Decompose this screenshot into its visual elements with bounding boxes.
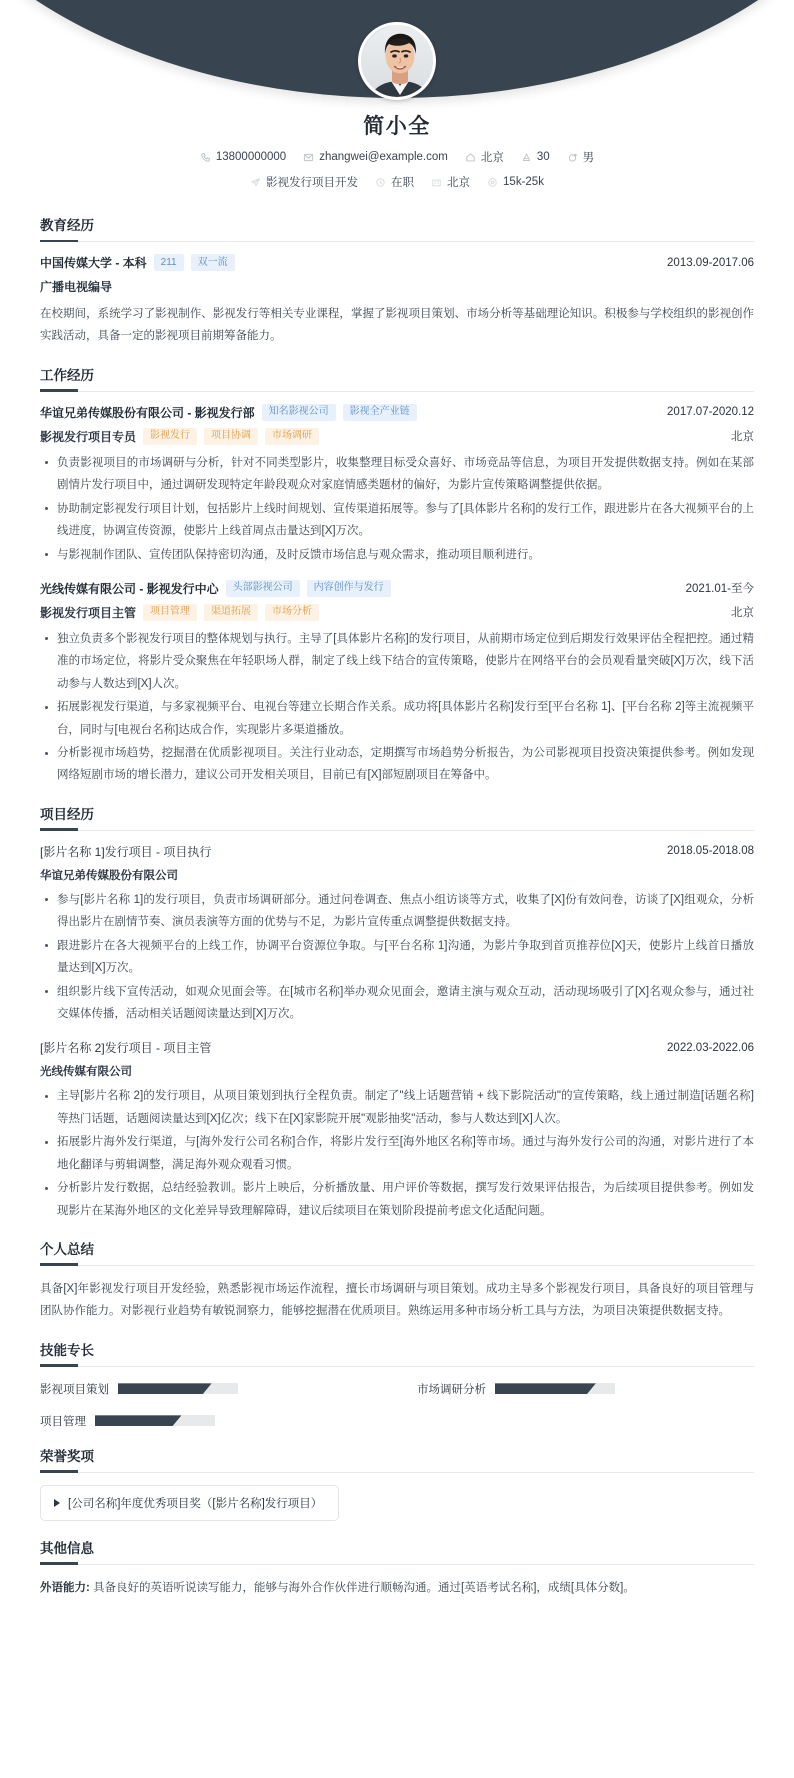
work-position-group [40,428,319,445]
work-bullet-list [40,628,754,787]
work-location: 北京 [731,431,754,444]
work-position-tag: 项目管理 [143,604,197,621]
education-school: 中国传媒大学 - 本科 [40,256,147,270]
job-target [250,174,358,190]
job-city-text: 北京 [447,177,471,189]
skill-name: 影视项目策划 [40,1383,109,1396]
skill-item [40,1381,377,1397]
section-education [40,214,754,348]
other-text: 具备良好的英语听说读写能力，能够与海外合作伙伴进行顺畅沟通。通过[英语考试名称]，成绩[具体分数]。 [93,1581,635,1594]
other-label: 外语能力: [40,1581,90,1594]
skill-item [417,1381,754,1397]
work-company-tag: 影视全产业链 [343,404,417,421]
section-summary [40,1238,754,1323]
section-title-other: 其他信息 [40,1537,754,1565]
section-work [40,364,754,787]
contact-age-text: 30 [536,151,550,163]
work-date: 2017.07-2020.12 [667,406,754,419]
work-bullet: 拓展影视发行渠道，与多家视频平台、电视台等建立长期合作关系。成功将[具体影片名称]发行至[平台名称 1]、[平台名称 2]等主流视频平台，同时与[电视台名称]达成合作，实现影片多渠道播放。 [40,696,754,741]
contact-row-primary [0,149,794,165]
project-name: [影片名称 1]发行项目 - 项目执行 [40,844,212,859]
section-projects [40,803,754,1222]
skill-progress-fill [495,1383,596,1394]
contact-age [521,151,550,163]
education-description: 在校期间，系统学习了影视制作、影视发行等相关专业课程，掌握了影视项目策划、市场分析等基础理论知识。积极参与学校组织的影视创作实践活动，具备一定的影视项目前期筹备能力。 [40,308,754,343]
education-tag: 211 [154,254,184,271]
work-company-group [40,580,391,597]
project-bullet: 参与[影片名称 1]的发行项目，负责市场调研部分。通过问卷调查、焦点小组访谈等方式，收集了[X]份有效问卷，访谈了[X]组观众，分析得出影片在剧情节奏、演员表演等方面的优势与不足，为影片宣传重点调整提供数据支持。 [40,889,754,934]
salary-icon [487,177,498,188]
city-icon [431,177,442,188]
work-entry [40,580,754,787]
contact-hometown [465,149,504,165]
award-item[interactable] [40,1485,339,1521]
skill-name: 市场调研分析 [417,1383,486,1396]
work-company: 光线传媒有限公司 - 影视发行中心 [40,581,219,596]
work-bullet: 协助制定影视发行项目计划，包括影片上线时间规划、宣传渠道拓展等。参与了[具体影片名称]的发行工作，跟进影片在各大视频平台的上线进度，协调宣传资源，使影片上线首周点击量达到[X]万次。 [40,498,754,543]
section-title-summary: 个人总结 [40,1238,754,1266]
salary-expectation [487,176,544,188]
work-company-line [40,580,754,597]
work-position-line [40,604,754,621]
work-entry [40,404,754,566]
project-date: 2018.05-2018.08 [667,845,754,858]
project-entry [40,843,754,1026]
skill-progress-track [95,1415,215,1426]
contact-row-secondary [0,174,794,190]
play-triangle-icon [54,1499,60,1507]
summary-text: 具备[X]年影视发行项目开发经验，熟悉影视市场运作流程，擅长市场调研与项目策划。成功主导多个影视发行项目，具备良好的项目管理与团队协作能力。对影视行业趋势有敏锐洞察力，能够挖掘潜在优质项目。熟练运用多种市场分析工具与方法，为项目决策提供数据支持。 [40,1282,754,1318]
contact-hometown-text: 北京 [480,152,504,164]
target-icon [250,177,261,188]
skill-progress-fill [118,1383,212,1394]
section-other [40,1537,754,1599]
work-position-tag: 市场调研 [265,428,319,445]
education-tag: 双一流 [191,254,235,271]
avatar [358,22,436,100]
project-bullet-list [40,889,754,1026]
contact-phone [200,151,286,163]
work-position-tag: 影视发行 [143,428,197,445]
skill-progress-track [118,1383,238,1394]
section-awards [40,1445,754,1521]
contact-phone-text: 13800000000 [215,151,287,163]
work-bullet: 负责影视项目的市场调研与分析，针对不同类型影片，收集整理目标受众喜好、市场竞品等信息，为项目开发提供数据支持。例如在某部剧情片发行项目中，通过调研发现特定年龄段观众对家庭情感类题材的偏好，为影片宣传策略调整提供依据。 [40,452,754,497]
award-text: [公司名称]年度优秀项目奖（[影片名称]发行项目） [68,1497,323,1510]
project-company: 华谊兄弟传媒股份有限公司 [40,869,178,882]
work-date: 2021.01-至今 [685,583,754,596]
resume-header [0,0,794,196]
work-position-tag: 渠道拓展 [204,604,258,621]
work-company-tag: 头部影视公司 [226,580,300,597]
project-name: [影片名称 2]发行项目 - 项目主管 [40,1041,212,1056]
avatar-photo [361,25,433,97]
work-position: 影视发行项目专员 [40,429,137,444]
work-position-tag: 市场分析 [265,604,319,621]
skill-progress-fill [95,1415,181,1426]
job-target-text: 影视发行项目开发 [266,177,359,189]
project-bullet: 分析影片发行数据，总结经验教训。影片上映后，分析播放量、用户评价等数据，撰写发行效果评估报告，为后续项目提供参考。例如发现影片在某海外地区的文化差异导致理解障碍，建议后续项目在策划阶段提前考虑文化适配问题。 [40,1177,754,1222]
work-company-line [40,404,754,421]
work-location: 北京 [731,607,754,620]
work-position-line [40,428,754,445]
education-major: 广播电视编导 [40,280,113,294]
education-header-line [40,254,754,271]
work-bullet-list [40,452,754,566]
mail-icon [303,152,314,163]
section-skills [40,1339,754,1429]
contact-email-text: zhangwei@example.com [319,151,448,163]
section-title-awards: 荣誉奖项 [40,1445,754,1473]
work-position: 影视发行项目主管 [40,605,137,620]
home-icon [465,152,476,163]
contact-email [303,151,448,163]
project-bullet: 主导[影片名称 2]的发行项目，从项目策划到执行全程负责。制定了"线上话题营销 + 线下影院活动"的宣传策略，线上通过制造[话题名称]等热门话题，话题阅读量达到[X]亿次；线下在[X]家影院开展"观影抽奖"活动，参与人数达到[X]人次。 [40,1085,754,1130]
project-date: 2022.03-2022.06 [667,1041,754,1054]
phone-icon [200,152,211,163]
project-entry [40,1039,754,1222]
job-status-text: 在职 [391,177,415,189]
contact-gender-text: 男 [582,152,595,164]
education-school-group [40,254,235,271]
project-header-line [40,1039,754,1056]
skill-name: 项目管理 [40,1415,86,1428]
project-bullet: 组织影片线下宣传活动，如观众见面会等。在[城市名称]举办观众见面会，邀请主演与观众互动，活动现场吸引了[X]名观众参与，通过社交媒体传播，活动相关话题阅读量达到[X]万次。 [40,981,754,1026]
work-company: 华谊兄弟传媒股份有限公司 - 影视发行部 [40,405,255,420]
work-bullet: 与影视制作团队、宣传团队保持密切沟通，及时反馈市场信息与观众需求，推动项目顺利进行。 [40,544,754,566]
work-company-tag: 知名影视公司 [262,404,336,421]
work-position-tag: 项目协调 [204,428,258,445]
job-city [431,174,470,190]
section-title-work: 工作经历 [40,364,754,392]
project-header-line [40,843,754,860]
status-icon [375,177,386,188]
section-title-skills: 技能专长 [40,1339,754,1367]
work-company-group [40,404,417,421]
contact-gender [567,149,595,165]
gender-icon [567,152,578,163]
resume-body [0,196,794,1623]
salary-text: 15k-25k [503,176,544,188]
education-entry [40,254,754,348]
section-title-projects: 项目经历 [40,803,754,831]
work-bullet: 独立负责多个影视发行项目的整体规划与执行。主导了[具体影片名称]的发行项目，从前期市场定位到后期发行效果评估全程把控。通过精准的市场定位，将影片受众聚焦在年轻职场人群，制定了线上线下结合的宣传策略，使影片在网络平台的会员观看量突破[X]万次，线下活动参与人数达到[X]人次。 [40,628,754,695]
other-item [40,1577,754,1599]
page-title: 简小全 [363,115,431,138]
skill-list [40,1379,754,1429]
education-date: 2013.09-2017.06 [667,256,754,269]
age-icon [521,152,532,163]
job-status [375,174,414,190]
work-position-group [40,604,319,621]
work-bullet: 分析影视市场趋势，挖掘潜在优质影视项目。关注行业动态，定期撰写市场趋势分析报告，为公司影视项目投资决策提供参考。例如发现网络短剧市场的增长潜力，建议公司开发相关项目，目前已有[X]部短剧项目在筹备中。 [40,742,754,787]
project-company: 光线传媒有限公司 [40,1066,132,1079]
project-bullet-list [40,1085,754,1222]
skill-item [40,1413,377,1429]
section-title-education: 教育经历 [40,214,754,242]
project-bullet: 拓展影片海外发行渠道，与[海外发行公司名称]合作，将影片发行至[海外地区名称]等市场。通过与海外发行公司的沟通，对影片进行了本地化翻译与剪辑调整，满足海外观众观看习惯。 [40,1131,754,1176]
work-company-tag: 内容创作与发行 [307,580,391,597]
project-bullet: 跟进影片在各大视频平台的上线工作，协调平台资源位争取。与[平台名称 1]沟通，为影片争取到首页推荐位[X]天，使影片上线首日播放量达到[X]万次。 [40,935,754,980]
skill-progress-track [495,1383,615,1394]
